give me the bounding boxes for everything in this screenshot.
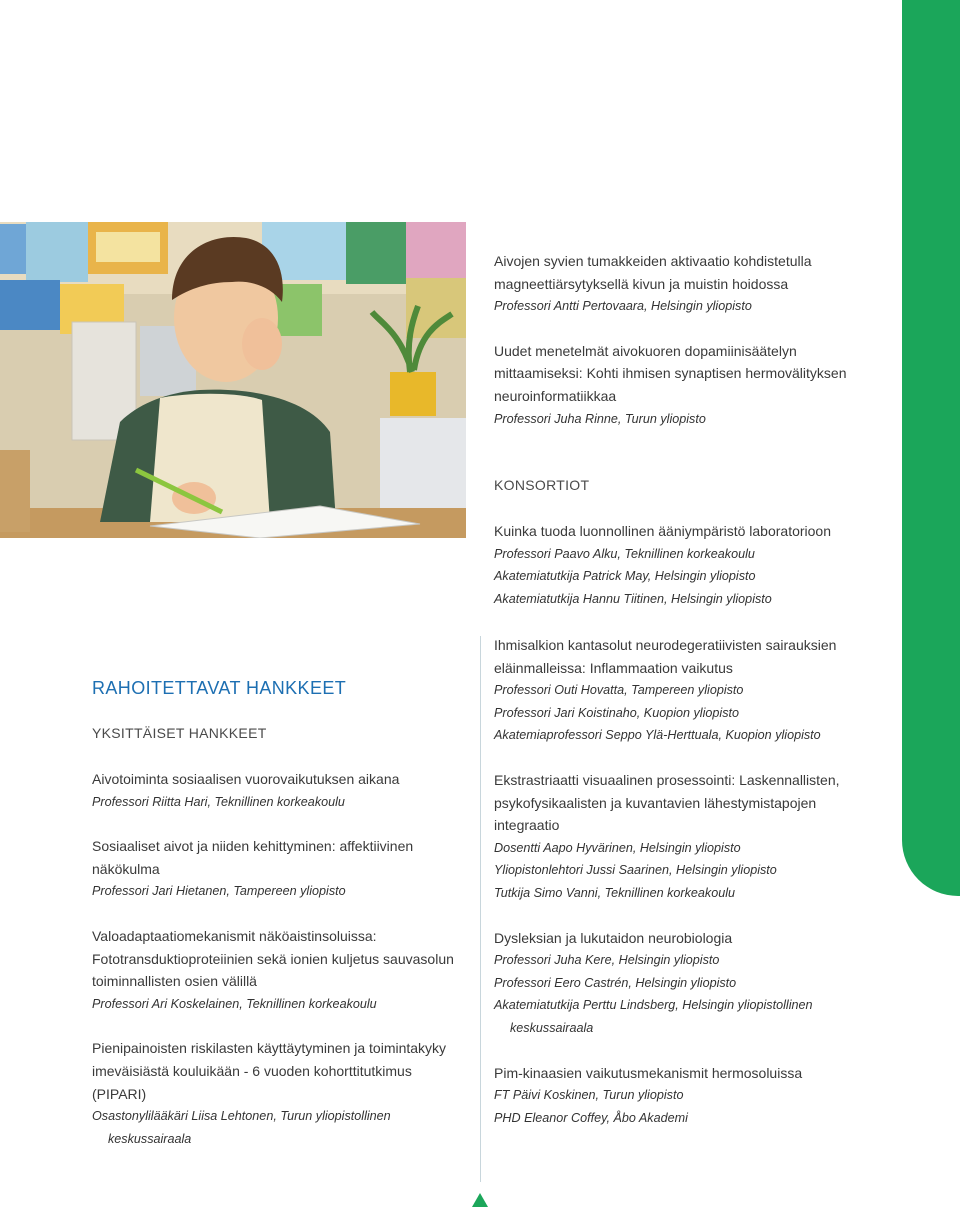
project-person: Professori Antti Pertovaara, Helsingin yliopisto: [494, 299, 752, 314]
project-title: psykofysikaalisten ja kuvantavien lähestymistapojen: [494, 794, 817, 811]
project-title: Sosiaaliset aivot ja niiden kehittyminen: affektiivinen: [92, 838, 414, 855]
project-title: imeväisiästä kouluikään - 6 vuoden kohorttitutkimus: [92, 1062, 412, 1079]
photo-boy-writing: [0, 222, 466, 538]
main-heading: RAHOITETTAVAT HANKKEET: [92, 678, 347, 698]
project-person: FT Päivi Koskinen, Turun yliopisto: [494, 1088, 684, 1103]
project-title: eläinmalleissa: Inflammaation vaikutus: [494, 659, 733, 676]
next-page-triangle-icon: [472, 1193, 488, 1207]
project-title: Ihmisalkion kantasolut neurodegeratiivisten sairauksien: [494, 637, 837, 653]
sub-heading: YKSITTÄISET HANKKEET: [92, 725, 267, 741]
right-bottom-column: [494, 634, 894, 1129]
project-title: Dysleksian ja lukutaidon neurobiologia: [494, 929, 733, 946]
project-block: [494, 520, 894, 610]
project-person-continued: keskussairaala: [108, 1131, 192, 1146]
project-person: Akatemiaprofessori Seppo Ylä-Herttuala, Kuopion yliopisto: [494, 728, 821, 743]
project-block: [494, 769, 894, 905]
project-person: Professori Juha Kere, Helsingin yliopisto: [494, 953, 720, 968]
project-person: Professori Jari Koistinaho, Kuopion yliopisto: [494, 705, 740, 720]
project-person: Professori Ari Koskelainen, Teknillinen korkeakoulu: [92, 996, 377, 1011]
project-title: neuroinformatiikkaa: [494, 387, 617, 404]
project-person-continued: keskussairaala: [510, 1020, 594, 1035]
project-block: [494, 1062, 894, 1130]
project-title: mittaamiseksi: Kohti ihmisen synaptisen hermovälityksen: [494, 365, 847, 382]
project-title: Valoadaptaatiomekanismit näköaistinsoluissa:: [92, 927, 377, 944]
project-person: PHD Eleanor Coffey, Åbo Akademi: [494, 1110, 688, 1125]
project-person: Akatemiatutkija Patrick May, Helsingin yliopisto: [494, 569, 756, 584]
project-person: Professori Outi Hovatta, Tampereen yliopisto: [494, 683, 744, 698]
project-block: [494, 634, 894, 747]
project-title: Pienipainoisten riskilasten käyttäytyminen ja toimintakyky: [92, 1040, 447, 1057]
right-top-column: [494, 250, 894, 611]
project-person: Professori Jari Hietanen, Tampereen yliopisto: [92, 884, 346, 899]
project-block: [92, 1037, 472, 1150]
project-title: integraatio: [494, 817, 560, 834]
project-person: Yliopistonlehtori Jussi Saarinen, Helsingin yliopisto: [494, 863, 777, 878]
project-person: Professori Riitta Hari, Teknillinen korkeakoulu: [92, 794, 345, 809]
project-title: näkökulma: [92, 860, 160, 877]
project-block: [494, 340, 894, 430]
project-block: [92, 835, 472, 903]
green-edge-tab: [902, 0, 960, 896]
project-title: Kuinka tuoda luonnollinen ääniympäristö laboratorioon: [494, 523, 832, 540]
project-person: Professori Eero Castrén, Helsingin yliopisto: [494, 975, 737, 990]
project-title: (PIPARI): [92, 1085, 147, 1102]
project-person: Osastonylilääkäri Liisa Lehtonen, Turun yliopistollinen: [92, 1109, 391, 1124]
project-title: Fototransduktioproteiinien sekä ionien kuljetus sauvasolun: [92, 950, 454, 967]
project-title: toiminnallisten osien välillä: [92, 973, 257, 990]
project-title: Aivojen syvien tumakkeiden aktivaatio kohdistetulla: [494, 253, 812, 269]
project-person: Tutkija Simo Vanni, Teknillinen korkeakoulu: [494, 885, 736, 900]
project-title: Ekstrastriaatti visuaalinen prosessointi: Laskennallisten,: [494, 771, 840, 788]
section-heading-konsortiot: KONSORTIOT: [494, 477, 590, 494]
project-title: Uudet menetelmät aivokuoren dopamiinisäätelyn: [494, 342, 797, 359]
project-block: [92, 925, 472, 1015]
left-column: [92, 676, 472, 1150]
project-person: Professori Paavo Alku, Teknillinen korkeakoulu: [494, 546, 755, 561]
project-person: Akatemiatutkija Perttu Lindsberg, Helsingin yliopistollinen: [494, 998, 813, 1013]
project-block: [494, 927, 894, 1040]
column-divider: [480, 636, 481, 1182]
project-person: Dosentti Aapo Hyvärinen, Helsingin yliopisto: [494, 840, 741, 855]
project-person: Akatemiatutkija Hannu Tiitinen, Helsingin yliopisto: [494, 591, 772, 606]
project-title: Pim-kinaasien vaikutusmekanismit hermosoluissa: [494, 1064, 803, 1081]
project-title: magneettiärsytyksellä kivun ja muistin hoidossa: [494, 275, 789, 292]
project-person: Professori Juha Rinne, Turun yliopisto: [494, 411, 706, 426]
project-title: Aivotoiminta sosiaalisen vuorovaikutuksen aikana: [92, 771, 400, 787]
project-block: [92, 768, 472, 813]
project-block: [494, 250, 894, 318]
